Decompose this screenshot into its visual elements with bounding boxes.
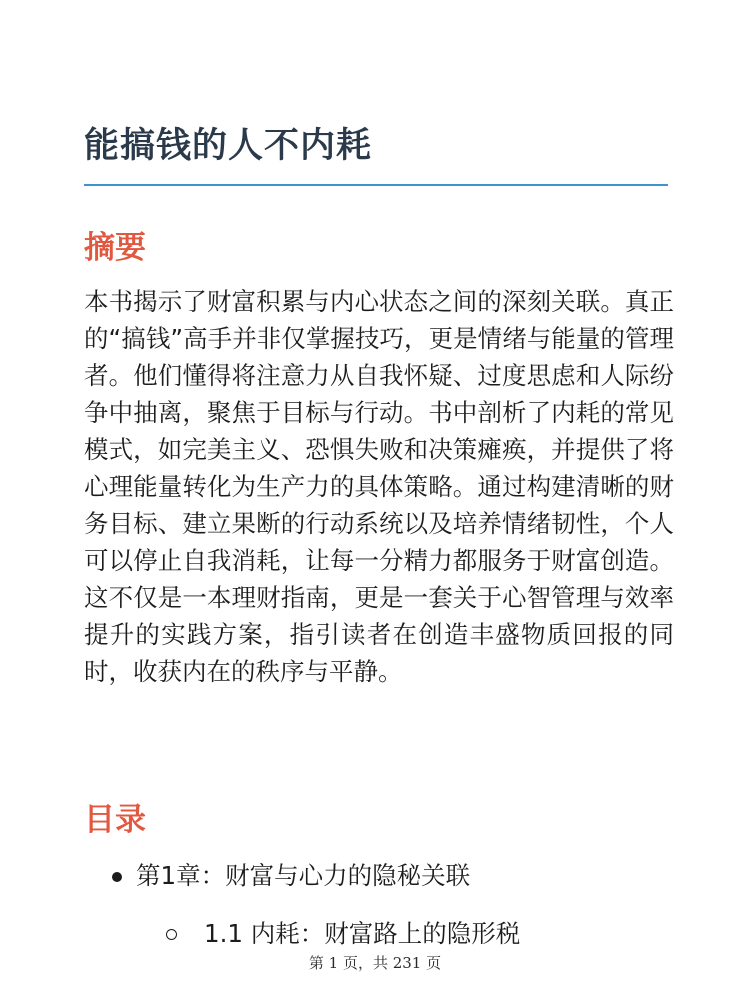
toc-section-label: 1.1 内耗：财富路上的隐形税 <box>204 919 521 948</box>
abstract-text: 本书揭示了财富积累与内心状态之间的深刻关联。真正的“搞钱”高手并非仅掌握技巧，更是情绪与能量的管理者。他们懂得将注意力从自我怀疑、过度思虑和人际纷争中抽离，聚焦于目标与行动。书中剖析了内耗的常见模式，如完美主义、恐惧失败和决策瘫痪，并提供了将心理能量转化为生产力的具体策略。通过构建清晰的财务目标、建立果断的行动系统以及培养情绪韧性，个人可以停止自我消耗，让每一分精力都服务于财富创造。这不仅是一本理财指南，更是一套关于心智管理与效率提升的实践方案，指引读者在创造丰盛物质回报的同时，收获内在的秩序与平静。 <box>84 287 674 686</box>
book-title: 能搞钱的人不内耗 <box>84 126 373 166</box>
page-indicator: 第 1 页，共 231 页 <box>308 954 442 972</box>
toc-heading: 目录 <box>84 802 146 838</box>
toc-section-item[interactable] <box>84 916 520 952</box>
title-divider <box>84 184 668 186</box>
toc-list <box>84 858 674 894</box>
bullet-disc-icon <box>112 872 122 882</box>
toc-chapter-item[interactable] <box>84 858 674 894</box>
toc-chapter-label: 第1章：财富与心力的隐秘关联 <box>136 861 471 890</box>
bullet-circle-icon <box>166 929 177 940</box>
abstract-heading: 摘要 <box>84 230 146 266</box>
